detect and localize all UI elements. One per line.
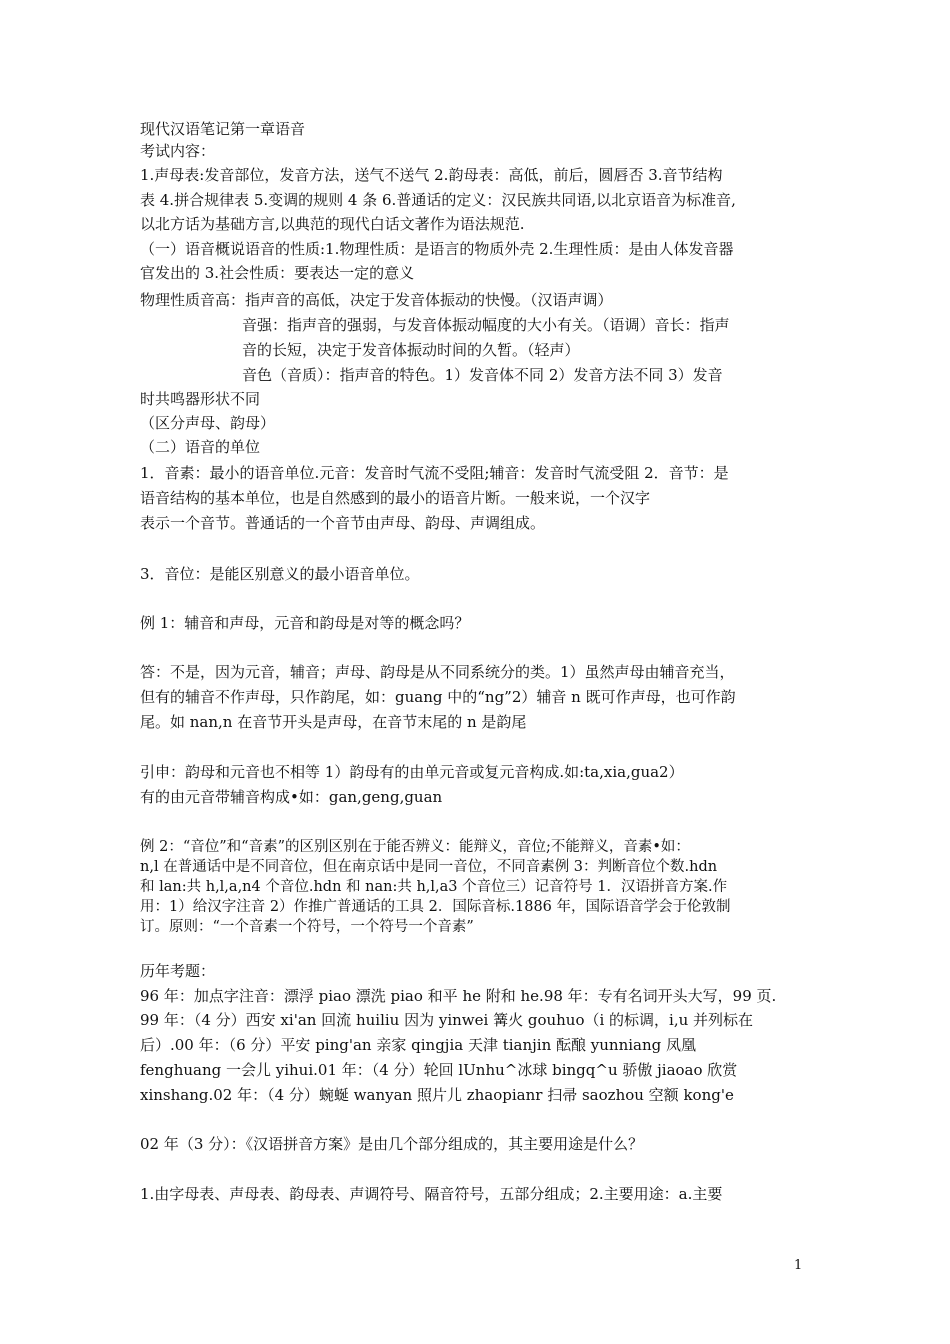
text-line: 例 1：辅音和声母，元音和韵母是对等的概念吗？	[140, 614, 470, 632]
text-line: fenghuang 一会儿 yihui.01 年：（4 分）轮回 lUnhu^冰球 bingq^u 骄傲 jiaoao 欣赏	[140, 1061, 738, 1079]
text-line: xinshang.02 年：（4 分）蜿蜒 wanyan 照片儿 zhaopianr 扫帚 saozhou 空额 kong'e	[140, 1086, 734, 1104]
text-line: 尾。如 nan,n 在音节开头是声母，在音节末尾的 n 是韵尾	[140, 713, 527, 731]
text-line: 引申：韵母和元音也不相等 1）韵母有的由单元音或复元音构成.如:ta,xia,gua2）	[140, 763, 684, 781]
text-line: 后）.00 年：（6 分）平安 ping'an 亲家 qingjia 天津 tianjin 酝酿 yunniang 凤凰	[140, 1036, 697, 1054]
text-line: n,l 在普通话中是不同音位，但在南京话中是同一音位，不同音素例 3：判断音位个数.hdn	[140, 859, 718, 875]
text-line: 历年考题：	[140, 962, 216, 980]
text-line: 考试内容：	[140, 142, 216, 160]
text-line: 以北方话为基础方言,以典范的现代白话文著作为语法规范.	[140, 215, 525, 233]
text-line: 99 年：（4 分）西安 xi'an 回流 huiliu 因为 yinwei 篝火 gouhuo（i 的标调，i,u 并列标在	[140, 1011, 754, 1029]
text-line: 3．音位：是能区别意义的最小语音单位。	[140, 565, 420, 583]
text-line-indented: 音色（音质）：指声音的特色。1）发音体不同 2）发音方法不同 3）发音	[242, 366, 723, 384]
text-line: 表 4.拼合规律表 5.变调的规则 4 条 6.普通话的定义：汉民族共同语,以北京语音为标准音,	[140, 191, 736, 209]
text-line: 1.由字母表、声母表、韵母表、声调符号、隔音符号，五部分组成；2.主要用途：a.主要	[140, 1185, 723, 1203]
text-line: 订。原则：“一个音素一个符号，一个符号一个音素”	[140, 919, 474, 935]
text-line: 物理性质音高：指声音的高低，决定于发音体振动的快慢。（汉语声调）	[140, 291, 613, 309]
text-line: 1.声母表:发音部位，发音方法，送气不送气 2.韵母表：高低，前后，圆唇否 3.音节结构	[140, 166, 723, 184]
text-line: 答：不是，因为元音，辅音；声母、韵母是从不同系统分的类。1）虽然声母由辅音充当，	[140, 663, 735, 681]
text-line-indented: 音强：指声音的强弱，与发音体振动幅度的大小有关。（语调）音长：指声	[242, 316, 730, 334]
text-line: 时共鸣器形状不同	[140, 390, 261, 408]
text-line: 表示一个音节。普通话的一个音节由声母、韵母、声调组成。	[140, 514, 546, 532]
text-line: 例 2：“音位”和“音素”的区别区别在于能否辨义：能辩义，音位;不能辩义，音素•如：	[140, 839, 690, 855]
text-line: 02 年（3 分）：《汉语拼音方案》是由几个部分组成的，其主要用途是什么？	[140, 1135, 644, 1153]
text-line: （区分声母、韵母）	[140, 414, 276, 432]
text-line: 语音结构的基本单位，也是自然感到的最小的语音片断。一般来说，一个汉字	[140, 489, 651, 507]
section-heading: （二）语音的单位	[140, 438, 261, 456]
text-line: 有的由元音带辅音构成•如：gan,geng,guan	[140, 788, 443, 806]
text-line: 但有的辅音不作声母，只作韵尾，如：guang 中的“ng”2）辅音 n 既可作声母，也可作韵	[140, 688, 736, 706]
text-line-indented: 音的长短，决定于发音体振动时间的久暂。（轻声）	[242, 341, 580, 359]
text-line: 1．音素：最小的语音单位.元音：发音时气流不受阻;辅音：发音时气流受阻 2．音节：是	[140, 464, 729, 482]
text-line: 和 lan:共 h,l,a,n4 个音位.hdn 和 nan:共 h,l,a3 个音位三）记音符号 1．汉语拼音方案.作	[140, 879, 728, 895]
page-number: 1	[794, 1258, 803, 1273]
text-line: 用：1）给汉字注音 2）作推广普通话的工具 2．国际音标.1886 年，国际语音学会于伦敦制	[140, 899, 731, 915]
text-line: 96 年：加点字注音：漂浮 piao 漂洗 piao 和平 he 附和 he.98 年：专有名词开头大写，99 页.	[140, 987, 777, 1005]
text-line: 官发出的 3.社会性质：要表达一定的意义	[140, 264, 415, 282]
text-line: （一）语音概说语音的性质:1.物理性质：是语言的物质外壳 2.生理性质：是由人体发音器	[140, 240, 734, 258]
document-title: 现代汉语笔记第一章语音	[140, 120, 306, 138]
